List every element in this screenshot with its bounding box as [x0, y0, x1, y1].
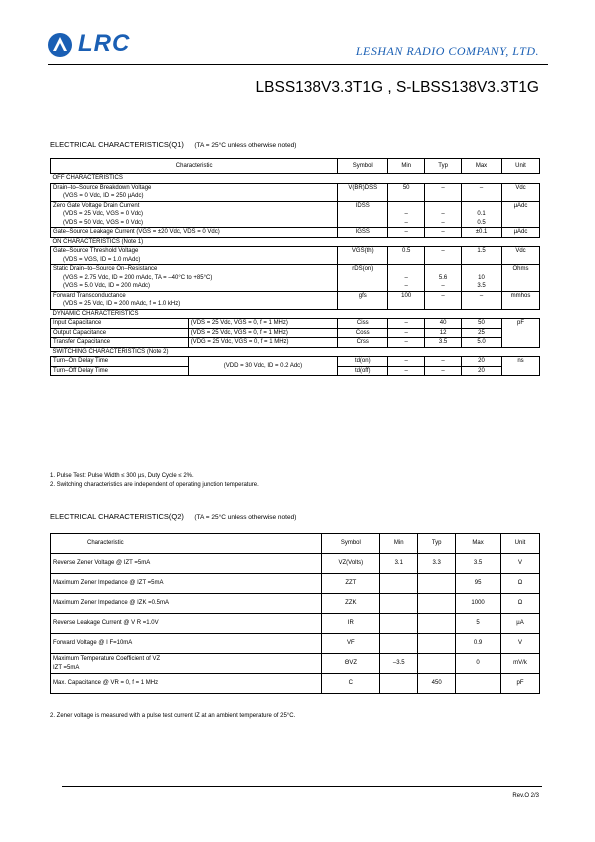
q2-col-typ: Typ: [418, 534, 456, 554]
param-typ-line: –: [441, 219, 445, 226]
q2-row: [51, 554, 540, 574]
param-condition: (VDS = 25 Vdc, VGS = 0 Vdc): [63, 211, 144, 217]
col-typ: Typ: [425, 159, 462, 174]
q2-sym: IR: [322, 614, 380, 634]
q2-min: [380, 574, 418, 594]
q2-characteristic-line: Forward Voltage @ I F=10mA: [53, 640, 133, 647]
param-characteristic: [51, 265, 338, 292]
param-min-line: 100: [401, 292, 412, 299]
q2-unit: µA: [501, 614, 540, 634]
param-row: [51, 183, 540, 201]
q2-unit: V: [501, 554, 540, 574]
q2-typ: [418, 614, 456, 634]
q2-sym: ZZK: [322, 594, 380, 614]
q2-characteristic-line: Maximum Zener Impedance @ IZT =5mA: [53, 580, 164, 587]
param-typ: [425, 228, 462, 238]
param-min: [388, 201, 425, 228]
param-condition: (VGS = 5.0 Vdc, ID = 200 mAdc): [63, 283, 151, 289]
q2-max: 0.9: [456, 634, 501, 654]
param-typ-line: –: [441, 229, 445, 235]
q2-typ: 450: [418, 674, 456, 694]
q2-max: 3.5: [456, 554, 501, 574]
param-min-line: –: [404, 219, 408, 226]
sw-max: 20: [462, 366, 502, 376]
param-typ: [425, 247, 462, 265]
q2-title: [50, 512, 296, 521]
q2-col-symbol: Symbol: [322, 534, 380, 554]
param-min-line: 50: [402, 184, 410, 191]
q2-characteristic-line: Maximum Temperature Coefficient of VZ: [53, 656, 161, 662]
sw-rows: [51, 357, 540, 376]
param-symbol: gfs: [338, 291, 388, 309]
param-characteristic: [51, 291, 338, 309]
off-section-row: [51, 174, 540, 184]
dyn-condition: (VDS = 25 Vdc, VGS = 0, f = 1 MHz): [188, 328, 338, 338]
on-rows: [51, 247, 540, 310]
dyn-min: –: [388, 319, 425, 329]
param-condition: (VGS = 2.75 Vdc, ID = 200 mAdc, TA = –40°C to +85°C): [63, 274, 213, 281]
param-name: Static Drain–to–Source On–Resistance: [53, 266, 158, 272]
param-characteristic: [51, 228, 338, 238]
q2-max: 95: [456, 574, 501, 594]
q2-characteristic-line: Maximum Zener Impedance @ IZK =0.5mA: [53, 600, 169, 607]
param-symbol: VGS(th): [338, 247, 388, 265]
param-typ-line: 5.6: [438, 274, 448, 281]
sw-row: [51, 357, 540, 367]
q2-characteristic: [51, 574, 322, 594]
q2-typ: [418, 594, 456, 614]
dyn-sym: Ciss: [338, 319, 388, 329]
q1-note-2: 2. Switching characteristics are independent of operating junction temperature.: [50, 482, 259, 488]
sw-typ: –: [425, 357, 462, 367]
param-max-line: –: [479, 292, 484, 299]
param-name: Gate–Source Leakage Current (VGS = ±20 Vdc, VDS = 0 Vdc): [53, 229, 220, 235]
company-name: LESHAN RADIO COMPANY, LTD.: [355, 44, 539, 58]
q2-col-unit: Unit: [501, 534, 540, 554]
param-condition: (VDS = 25 Vdc, ID = 200 mAdc, f = 1.0 kHz): [63, 301, 181, 307]
param-unit: mmhos: [501, 291, 539, 309]
q2-typ: [418, 574, 456, 594]
col-symbol: Symbol: [338, 159, 388, 174]
dyn-min: –: [388, 338, 425, 348]
sw-sym: td(on): [338, 357, 388, 367]
logo-text: LRC: [78, 30, 131, 57]
col-unit: Unit: [501, 159, 539, 174]
q2-condition: (TA = 25°C unless otherwise noted): [194, 514, 297, 521]
q1-note-1: 1. Pulse Test: Pulse Width ≤ 300 µs, Duty Cycle ≤ 2%.: [50, 473, 194, 479]
dyn-sym: Coss: [338, 328, 388, 338]
param-typ: [425, 265, 462, 292]
q2-unit: pF: [501, 674, 540, 694]
q2-row: [51, 654, 540, 674]
param-max-line: 3.5: [477, 283, 486, 289]
param-max: [462, 183, 502, 201]
param-typ: [425, 201, 462, 228]
param-characteristic: [51, 247, 338, 265]
q1-title: [50, 140, 296, 149]
param-name: Zero Gate Voltage Drain Current: [53, 202, 140, 209]
q2-sym: ΘVZ: [322, 654, 380, 674]
sw-section-row: [51, 347, 540, 357]
q2-characteristic-line: Max. Capacitance @ VR = 0, f = 1 MHz: [53, 680, 159, 687]
sw-condition: (VDD = 30 Vdc, ID = 0.2 Adc): [188, 357, 338, 376]
dyn-row: [51, 319, 540, 329]
q2-col-max: Max: [456, 534, 501, 554]
q2-characteristic: [51, 554, 322, 574]
company-logo: [46, 30, 166, 60]
off-title: OFF CHARACTERISTICS: [51, 174, 540, 184]
param-typ-line: –: [441, 292, 445, 299]
footer-rev: Rev.O 2/3: [512, 793, 539, 799]
q2-characteristic: [51, 654, 322, 674]
param-min: [388, 183, 425, 201]
q2-sym: VZ(Volts): [322, 554, 380, 574]
dyn-characteristic: Transfer Capacitance: [51, 338, 189, 348]
q2-min: [380, 634, 418, 654]
param-condition: (VDS = 50 Vdc, VGS = 0 Vdc): [63, 219, 144, 226]
param-min-line: –: [404, 211, 408, 217]
dyn-sym: Crss: [338, 338, 388, 348]
param-unit: µAdc: [501, 201, 539, 228]
param-max-line: ±0.1: [475, 229, 488, 235]
param-max-line: 1.5: [477, 248, 486, 254]
col-max: Max: [462, 159, 502, 174]
dyn-typ: 3.5: [425, 338, 462, 348]
q2-max: 1000: [456, 594, 501, 614]
param-symbol: IDSS: [338, 201, 388, 228]
q2-characteristic-line: Reverse Zener Voltage @ IZT =5mA: [53, 560, 151, 567]
q2-characteristic: [51, 634, 322, 654]
q2-row: [51, 614, 540, 634]
param-max-line: 0.5: [477, 219, 486, 226]
dyn-max: 50: [462, 319, 502, 329]
dyn-typ: 12: [425, 328, 462, 338]
param-row: [51, 201, 540, 228]
q2-min: [380, 594, 418, 614]
dyn-title: DYNAMIC CHARACTERISTICS: [51, 309, 540, 319]
param-typ-line: –: [441, 248, 445, 254]
dyn-row: [51, 328, 540, 338]
param-max-line: 0.1: [477, 211, 486, 217]
param-max-line: –: [479, 184, 484, 191]
q1-condition: (TA = 25°C unless otherwise noted): [194, 142, 297, 149]
param-min: [388, 228, 425, 238]
param-max-line: 10: [478, 274, 485, 281]
off-rows: [51, 183, 540, 237]
sw-characteristic: Turn–Off Delay Time: [51, 366, 189, 376]
param-typ: [425, 183, 462, 201]
dyn-section-row: [51, 309, 540, 319]
footer-rule: [62, 786, 542, 787]
param-symbol: V(BR)DSS: [338, 183, 388, 201]
q2-table: [50, 533, 540, 694]
q1-header-row: [51, 159, 540, 174]
q1-title-text: ELECTRICAL CHARACTERISTICS(Q1): [50, 140, 184, 149]
dyn-typ: 40: [425, 319, 462, 329]
header-rule: [48, 64, 548, 65]
param-characteristic: [51, 183, 338, 201]
param-typ-line: –: [441, 283, 445, 289]
q2-title-text: ELECTRICAL CHARACTERISTICS(Q2): [50, 512, 184, 521]
q2-typ: [418, 654, 456, 674]
param-max: [462, 291, 502, 309]
sw-sym: td(off): [338, 366, 388, 376]
part-numbers: LBSS138V3.3T1G , S-LBSS138V3.3T1G: [255, 79, 539, 96]
sw-min: –: [388, 366, 425, 376]
param-symbol: rDS(on): [338, 265, 388, 292]
dyn-min: –: [388, 328, 425, 338]
param-unit: µAdc: [501, 228, 539, 238]
q2-col-min: Min: [380, 534, 418, 554]
q2-sym: C: [322, 674, 380, 694]
param-condition: (VDS = VGS, ID = 1.0 mAdc): [63, 256, 141, 263]
q2-unit: Ω: [501, 594, 540, 614]
param-row: [51, 265, 540, 292]
q2-min: 3.1: [380, 554, 418, 574]
param-condition: (VGS = 0 Vdc, ID = 250 µAdc): [63, 193, 144, 199]
param-min-line: –: [404, 283, 408, 289]
param-row: [51, 247, 540, 265]
param-unit: Ohms: [501, 265, 539, 292]
param-name: Gate–Source Threshold Voltage: [53, 248, 139, 254]
param-min: [388, 247, 425, 265]
dyn-row: [51, 338, 540, 348]
param-name: Forward Transconductance: [53, 292, 126, 299]
q2-sym: VF: [322, 634, 380, 654]
param-name: Drain–to–Source Breakdown Voltage: [53, 184, 152, 191]
q2-typ: 3.3: [418, 554, 456, 574]
dyn-max: 5.0: [462, 338, 502, 348]
param-min-line: –: [404, 229, 408, 235]
dyn-rows: [51, 319, 540, 348]
q1-table: [50, 158, 540, 376]
q2-characteristic-line: Reverse Leakage Current @ V R =1.0V: [53, 620, 159, 627]
q2-characteristic: [51, 594, 322, 614]
sw-max: 20: [462, 357, 502, 367]
sw-characteristic: Turn–On Delay Time: [51, 357, 189, 367]
param-min-line: –: [404, 274, 408, 281]
q2-unit: V: [501, 634, 540, 654]
param-typ-line: –: [441, 211, 445, 217]
param-typ-line: –: [441, 184, 445, 191]
param-max: [462, 247, 502, 265]
param-typ: [425, 291, 462, 309]
q2-min: [380, 674, 418, 694]
sw-title: SWITCHING CHARACTERISTICS (Note 2): [51, 347, 540, 357]
q2-row: [51, 674, 540, 694]
q2-col-characteristic: Characteristic: [51, 534, 322, 554]
sw-unit: ns: [501, 357, 539, 376]
col-characteristic: Characteristic: [51, 159, 338, 174]
dyn-condition: (VDS = 25 Vdc, VGS = 0, f = 1 MHz): [188, 319, 338, 329]
sw-typ: –: [425, 366, 462, 376]
dyn-characteristic: Input Capacitance: [51, 319, 189, 329]
q2-note: 2. Zener voltage is measured with a pulse test current IZ at an ambient temperature of 25°C.: [50, 713, 296, 719]
q2-characteristic: [51, 614, 322, 634]
q2-min: [380, 614, 418, 634]
q2-sym: ZZT: [322, 574, 380, 594]
col-min: Min: [388, 159, 425, 174]
q2-rows: [51, 554, 540, 694]
q2-unit: Ω: [501, 574, 540, 594]
param-min: [388, 291, 425, 309]
param-min: [388, 265, 425, 292]
q2-row: [51, 574, 540, 594]
dyn-max: 25: [462, 328, 502, 338]
q2-typ: [418, 634, 456, 654]
param-max: [462, 265, 502, 292]
dyn-unit: pF: [501, 319, 539, 348]
q2-max: 0: [456, 654, 501, 674]
dyn-condition: (VDG = 25 Vdc, VGS = 0, f = 1 MHz): [188, 338, 338, 348]
param-row: [51, 228, 540, 238]
dyn-characteristic: Output Capacitance: [51, 328, 189, 338]
q2-header-row: [51, 534, 540, 554]
param-max: [462, 228, 502, 238]
q2-row: [51, 594, 540, 614]
q2-characteristic-line: IZT =5mA: [53, 664, 80, 671]
param-max: [462, 201, 502, 228]
param-row: [51, 291, 540, 309]
on-title: ON CHARACTERISTICS (Note 1): [51, 237, 540, 247]
q2-unit: mV/k: [501, 654, 540, 674]
param-characteristic: [51, 201, 338, 228]
q2-max: 5: [456, 614, 501, 634]
sw-min: –: [388, 357, 425, 367]
param-unit: Vdc: [501, 183, 539, 201]
q2-row: [51, 634, 540, 654]
param-unit: Vdc: [501, 247, 539, 265]
param-symbol: IGSS: [338, 228, 388, 238]
q2-max: [456, 674, 501, 694]
on-section-row: [51, 237, 540, 247]
q2-characteristic: [51, 674, 322, 694]
param-min-line: 0.5: [402, 248, 411, 254]
q2-min: –3.5: [380, 654, 418, 674]
